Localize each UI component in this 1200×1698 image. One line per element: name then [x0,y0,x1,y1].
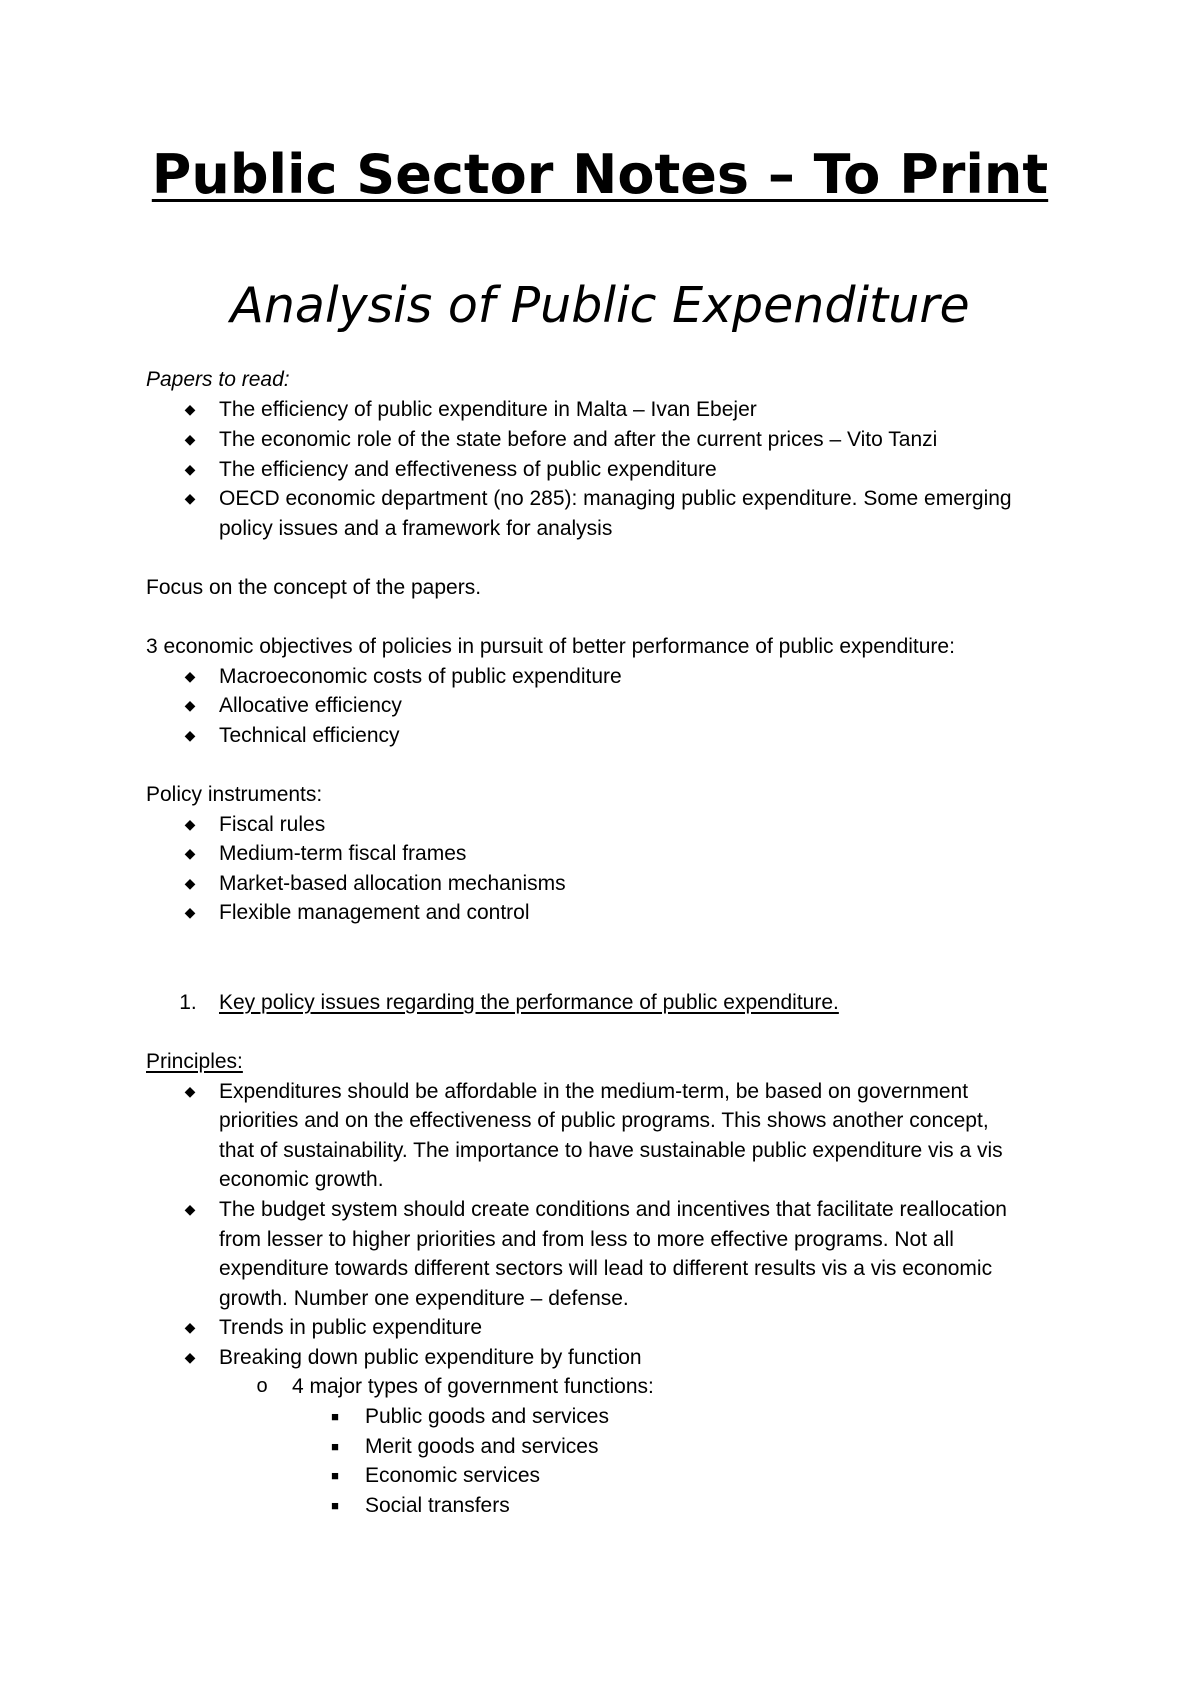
focus-note: Focus on the concept of the papers. [146,576,482,599]
list-item-continuation [0,1225,1200,1255]
sub-sub-list-item [0,1491,1200,1521]
list-item-text: The efficiency of public expenditure in Malta – Ivan Ebejer [219,398,757,421]
list-item-text: that of sustainability. The importance to have sustainable public expenditure vis a vis [219,1139,1003,1162]
list-item [0,839,1200,869]
list-item-text: The economic role of the state before and after the current prices – Vito Tanzi [219,428,938,451]
diamond-bullet-icon: ◆ [184,461,196,477]
list-item [0,691,1200,721]
list-item-text: The efficiency and effectiveness of public expenditure [219,458,717,481]
section-heading [0,988,1200,1018]
list-item-continuation [0,1254,1200,1284]
list-item-text: Flexible management and control [219,901,530,924]
diamond-bullet-icon: ◆ [184,727,196,743]
section-heading-text: Key policy issues regarding the performance of public expenditure. [219,991,839,1014]
document-title: Public Sector Notes – To Print [151,143,1049,206]
diamond-bullet-icon: ◆ [184,816,196,832]
list-item [0,484,1200,514]
diamond-bullet-icon: ◆ [184,1201,196,1217]
diamond-bullet-icon: ◆ [184,875,196,891]
diamond-bullet-icon: ◆ [184,845,196,861]
square-bullet-icon: ■ [331,1468,339,1483]
list-item-text: 4 major types of government functions: [292,1375,654,1398]
diamond-bullet-icon: ◆ [184,1319,196,1335]
list-item [0,662,1200,692]
list-item-text: Medium-term fiscal frames [219,842,467,865]
list-item-text: Public goods and services [365,1405,609,1428]
list-item [0,810,1200,840]
list-item-continuation [0,1106,1200,1136]
list-item [0,425,1200,455]
objectives-heading: 3 economic objectives of policies in pursuit of better performance of public expenditure: [146,635,955,658]
list-item-text: policy issues and a framework for analysis [219,517,613,540]
list-item-text: economic growth. [219,1168,384,1191]
list-item-continuation [0,1136,1200,1166]
list-item-text: Merit goods and services [365,1435,599,1458]
sub-list-item [0,1372,1200,1402]
document-subtitle: Analysis of Public Expenditure [230,277,970,334]
diamond-bullet-icon: ◆ [184,904,196,920]
diamond-bullet-icon: ◆ [184,697,196,713]
list-item-continuation [0,1284,1200,1314]
list-item-text: Technical efficiency [219,724,400,747]
diamond-bullet-icon: ◆ [184,431,196,447]
list-item [0,1195,1200,1225]
list-item-text: growth. Number one expenditure – defense. [219,1287,629,1310]
list-item [0,869,1200,899]
list-item [0,1343,1200,1373]
list-item-text: The budget system should create conditions and incentives that facilitate reallocation [219,1198,1007,1221]
diamond-bullet-icon: ◆ [184,1349,196,1365]
list-item-text: Expenditures should be affordable in the medium-term, be based on government [219,1080,969,1103]
list-item-text: expenditure towards different sectors will lead to different results vis a vis economic [219,1257,993,1280]
list-item-continuation [0,514,1200,544]
list-item-text: Macroeconomic costs of public expenditure [219,665,622,688]
list-item-text: Trends in public expenditure [219,1316,483,1339]
list-item-continuation [0,1165,1200,1195]
sub-sub-list-item [0,1402,1200,1432]
list-item [0,721,1200,751]
diamond-bullet-icon: ◆ [184,1083,196,1099]
diamond-bullet-icon: ◆ [184,668,196,684]
list-item-text: Social transfers [365,1494,510,1517]
square-bullet-icon: ■ [331,1409,339,1424]
list-item-text: Fiscal rules [219,813,326,836]
list-item-text: from lesser to higher priorities and from less to more effective programs. Not all [219,1228,954,1251]
list-item [0,455,1200,485]
section-number: 1. [179,991,197,1014]
list-item [0,395,1200,425]
diamond-bullet-icon: ◆ [184,490,196,506]
square-bullet-icon: ■ [331,1439,339,1454]
diamond-bullet-icon: ◆ [184,401,196,417]
instruments-heading: Policy instruments: [146,783,323,806]
circle-bullet-icon: o [256,1375,268,1397]
list-item-text: Economic services [365,1464,541,1487]
principles-heading: Principles: [146,1050,243,1073]
list-item [0,898,1200,928]
sub-sub-list-item [0,1432,1200,1462]
papers-heading: Papers to read: [146,368,290,391]
list-item-text: Allocative efficiency [219,694,402,717]
square-bullet-icon: ■ [331,1498,339,1513]
list-item-text: OECD economic department (no 285): managing public expenditure. Some emerging [219,487,1012,510]
sub-sub-list-item [0,1461,1200,1491]
list-item [0,1077,1200,1107]
list-item-text: Breaking down public expenditure by function [219,1346,642,1369]
list-item-text: Market-based allocation mechanisms [219,872,566,895]
list-item [0,1313,1200,1343]
list-item-text: priorities and on the effectiveness of public programs. This shows another concept, [219,1109,989,1132]
